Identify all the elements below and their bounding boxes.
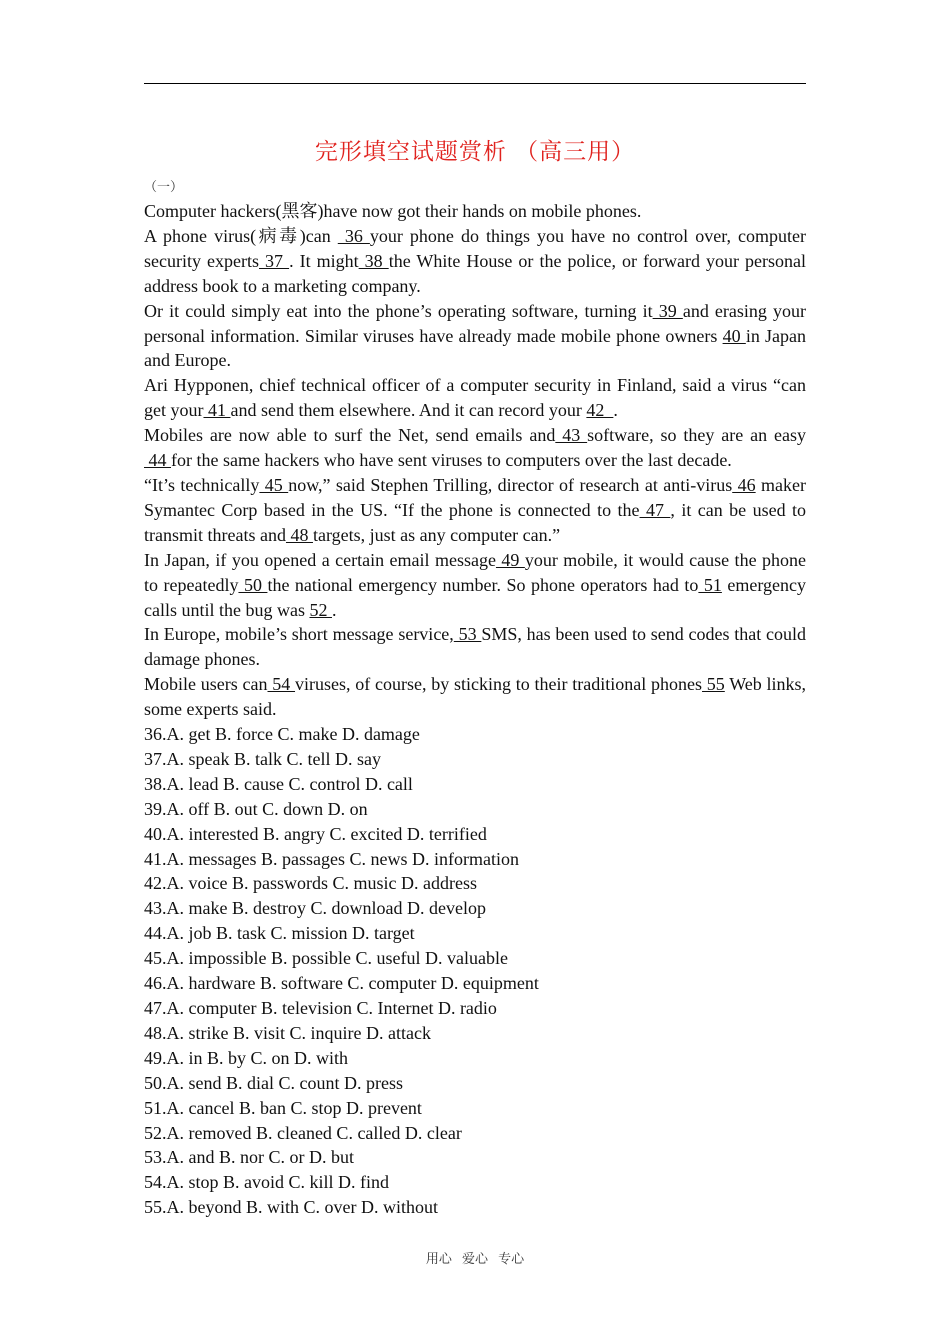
- option-line: 52.A. removed B. cleaned C. called D. clear: [144, 1122, 462, 1143]
- passage-text: the national emergency number. So phone operators had to: [267, 574, 699, 595]
- passage-text: Or it could simply eat into the phone’s operating software, turning it: [144, 300, 653, 321]
- option-line: 39.A. off B. out C. down D. on: [144, 798, 368, 819]
- header-rule: [144, 83, 806, 84]
- option-line: 40.A. interested B. angry C. excited D. terrified: [144, 823, 487, 844]
- passage-text: for the same hackers who have sent viruses to computers over the last decade.: [171, 450, 732, 471]
- passage-text: . It might: [289, 250, 359, 271]
- passage-text: Mobiles are now able to surf the Net, send emails and: [144, 425, 556, 446]
- blank-number: 36: [337, 225, 370, 246]
- blank-number: 50: [238, 574, 268, 595]
- passage-text: Computer hackers(黑客)have now got their hands on mobile phones.: [144, 201, 642, 221]
- blank-number: 37: [259, 250, 290, 271]
- passage-text: “It’s technically: [144, 474, 260, 495]
- section-label: （一）: [144, 180, 184, 195]
- option-line: 51.A. cancel B. ban C. stop D. prevent: [144, 1097, 422, 1118]
- option-line: 41.A. messages B. passages C. news D. information: [144, 848, 519, 869]
- option-line: 54.A. stop B. avoid C. kill D. find: [144, 1172, 390, 1193]
- passage-paragraph: [144, 373, 806, 423]
- option-line: 45.A. impossible B. possible C. useful D. valuable: [144, 948, 508, 969]
- passage-text: now,” said Stephen Trilling, director of research at anti-virus: [288, 474, 733, 495]
- passage-text: maker Symantec Corp based in the US. “If the phone is connected to the: [144, 474, 807, 520]
- blank-number: 44: [144, 450, 171, 471]
- passage-text: and send them elsewhere. And it can record your: [230, 400, 587, 421]
- passage-text: the White House or the police, or forward your personal address book to a marketing company.: [144, 250, 807, 296]
- passage-paragraph: [144, 224, 806, 299]
- passage-text: software, so they are an easy: [587, 425, 806, 446]
- option-line: 37.A. speak B. talk C. tell D. say: [144, 748, 381, 769]
- blank-number: 42: [586, 400, 614, 421]
- option-line: 55.A. beyond B. with C. over D. without: [144, 1197, 438, 1218]
- blank-number: 49: [495, 549, 525, 570]
- blank-number: 43: [555, 425, 588, 446]
- passage-text: Mobile users can: [144, 674, 268, 695]
- page-title: 完形填空试题赏析 （高三用）: [314, 139, 636, 165]
- passage-paragraph: [144, 548, 806, 623]
- option-line: 53.A. and B. nor C. or D. but: [144, 1147, 354, 1168]
- blank-number: 46: [732, 474, 756, 495]
- passage-text: .: [331, 599, 337, 620]
- passage-text: targets, just as any computer can.”: [312, 524, 561, 545]
- passage-paragraph: [144, 622, 806, 672]
- blank-number: 41: [203, 400, 231, 421]
- blank-number: 51: [698, 574, 722, 595]
- passage-text: your phone do things you have no control over, computer security experts: [144, 225, 807, 271]
- passage-paragraph: [144, 299, 806, 374]
- cloze-passage: [144, 199, 806, 722]
- option-line: 44.A. job B. task C. mission D. target: [144, 923, 415, 944]
- option-line: 43.A. make B. destroy C. download D. develop: [144, 898, 486, 919]
- passage-text: .: [613, 400, 618, 421]
- passage-text: In Europe, mobile’s short message service,: [144, 624, 454, 645]
- option-line: 36.A. get B. force C. make D. damage: [144, 724, 420, 744]
- blank-number: 54: [267, 674, 296, 695]
- passage-text: your mobile, it would cause the phone to repeatedly: [144, 549, 806, 595]
- passage-paragraph: [144, 199, 806, 224]
- passage-text: and erasing your personal information. Similar viruses have already made mobile phone owners: [144, 300, 807, 346]
- blank-number: 40: [722, 325, 746, 346]
- passage-text: Web links, some experts said.: [144, 674, 807, 720]
- passage-text: emergency calls until the bug was: [144, 574, 807, 620]
- passage-text: SMS, has been used to send codes that could damage phones.: [144, 624, 807, 670]
- blank-number: 52: [309, 599, 332, 620]
- passage-text: In Japan, if you opened a certain email message: [144, 549, 496, 570]
- option-line: 46.A. hardware B. software C. computer D. equipment: [144, 973, 539, 994]
- blank-number: 55: [702, 674, 725, 695]
- option-line: 50.A. send B. dial C. count D. press: [144, 1072, 403, 1093]
- option-line: 38.A. lead B. cause C. control D. call: [144, 773, 413, 794]
- passage-text: Ari Hypponen, chief technical officer of a computer security in Finland, said a virus “can get your: [144, 375, 806, 421]
- page-footer: 用心 爱心 专心: [425, 1252, 525, 1267]
- passage-paragraph: [144, 473, 806, 548]
- option-line: 42.A. voice B. passwords C. music D. address: [144, 873, 477, 894]
- passage-text: A phone virus(病毒)can: [144, 225, 338, 246]
- option-line: 49.A. in B. by C. on D. with: [144, 1047, 349, 1068]
- answer-options: [144, 722, 806, 1220]
- blank-number: 48: [285, 524, 313, 545]
- blank-number: 39: [652, 300, 683, 321]
- blank-number: 53: [453, 624, 482, 645]
- passage-paragraph: [144, 672, 806, 722]
- blank-number: 45: [259, 474, 289, 495]
- passage-text: in Japan and Europe.: [144, 325, 807, 371]
- option-line: 48.A. strike B. visit C. inquire D. attack: [144, 1022, 431, 1043]
- blank-number: 47: [639, 499, 671, 520]
- passage-text: viruses, of course, by sticking to their traditional phones: [295, 674, 703, 695]
- blank-number: 38: [358, 250, 389, 271]
- passage-text: , it can be used to transmit threats and: [144, 499, 806, 545]
- option-line: 47.A. computer B. television C. Internet D. radio: [144, 997, 497, 1018]
- passage-paragraph: [144, 423, 806, 473]
